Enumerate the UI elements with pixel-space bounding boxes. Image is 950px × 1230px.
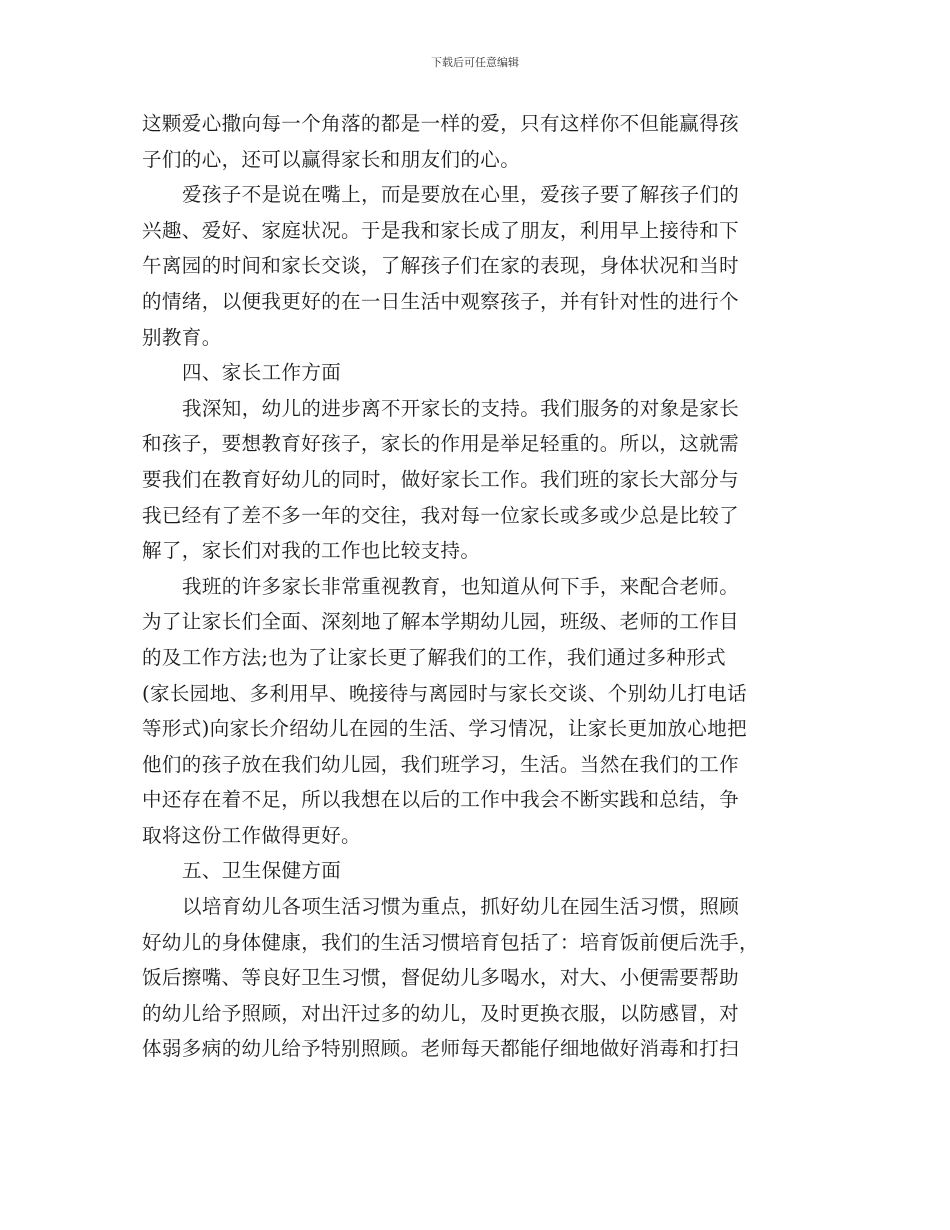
text-line: 别教育。: [142, 325, 222, 349]
text-line: 我班的许多家长非常重视教育，也知道从何下手，来配合老师。: [182, 574, 740, 598]
text-line: 他们的孩子放在我们幼儿园，我们班学习，生活。当然在我们的工作: [142, 752, 740, 776]
text-line: 饭后擦嘴、等良好卫生习惯，督促幼儿多喝水，对大、小便需要帮助: [142, 966, 740, 990]
text-line: 我已经有了差不多一年的交往，我对每一位家长或多或少总是比较了: [142, 503, 740, 527]
text-line: 五、卫生保健方面: [182, 859, 342, 883]
text-line: 的情绪，以便我更好的在一日生活中观察孩子，并有针对性的进行个: [142, 289, 740, 313]
text-line: 的幼儿给予照顾，对出汗过多的幼儿，及时更换衣服，以防感冒，对: [142, 1001, 740, 1025]
text-line: 这颗爱心撒向每一个角落的都是一样的爱，只有这样你不但能赢得孩: [142, 112, 740, 135]
text-line: 取将这份工作做得更好。: [142, 823, 361, 847]
text-line: 四、家长工作方面: [182, 361, 342, 385]
text-line: 要我们在教育好幼儿的同时，做好家长工作。我们班的家长大部分与: [142, 467, 740, 491]
text-line: 为了让家长们全面、深刻地了解本学期幼儿园，班级、老师的工作目: [142, 610, 740, 634]
text-line: 等形式)向家长介绍幼儿在园的生活、学习情况，让家长更加放心地把: [142, 717, 748, 741]
text-line: 体弱多病的幼儿给予特别照顾。老师每天都能仔细地做好消毒和打扫: [142, 1037, 740, 1061]
text-line: 以培育幼儿各项生活习惯为重点，抓好幼儿在园生活习惯，照顾: [182, 895, 740, 919]
text-line: 的及工作方法;也为了让家长更了解我们的工作，我们通过多种形式: [142, 645, 727, 669]
text-line: 子们的心，还可以赢得家长和朋友们的心。: [142, 147, 521, 171]
text-line: 解了，家长们对我的工作也比较支持。: [142, 539, 481, 563]
document-body: [142, 106, 812, 1067]
text-line: 好幼儿的身体健康，我们的生活习惯培育包括了：培育饭前便后洗手，: [142, 930, 759, 954]
text-line: 和孩子，要想教育好孩子，家长的作用是举足轻重的。所以，这就需: [142, 432, 740, 456]
text-line: 爱孩子不是说在嘴上，而是要放在心里，爱孩子要了解孩子们的: [182, 183, 740, 207]
text-line: 午离园的时间和家长交谈，了解孩子们在家的表现，身体状况和当时: [142, 254, 740, 278]
text-line: 我深知，幼儿的进步离不开家长的支持。我们服务的对象是家长: [182, 396, 740, 420]
text-line: 兴趣、爱好、家庭状况。于是我和家长成了朋友，利用早上接待和下: [142, 218, 740, 242]
text-line: (家长园地、多利用早、晚接待与离园时与家长交谈、个别幼儿打电话: [142, 681, 748, 705]
text-line: 中还存在着不足，所以我想在以后的工作中我会不断实践和总结，争: [142, 788, 740, 812]
page-header: 下载后可任意编辑: [431, 56, 519, 69]
